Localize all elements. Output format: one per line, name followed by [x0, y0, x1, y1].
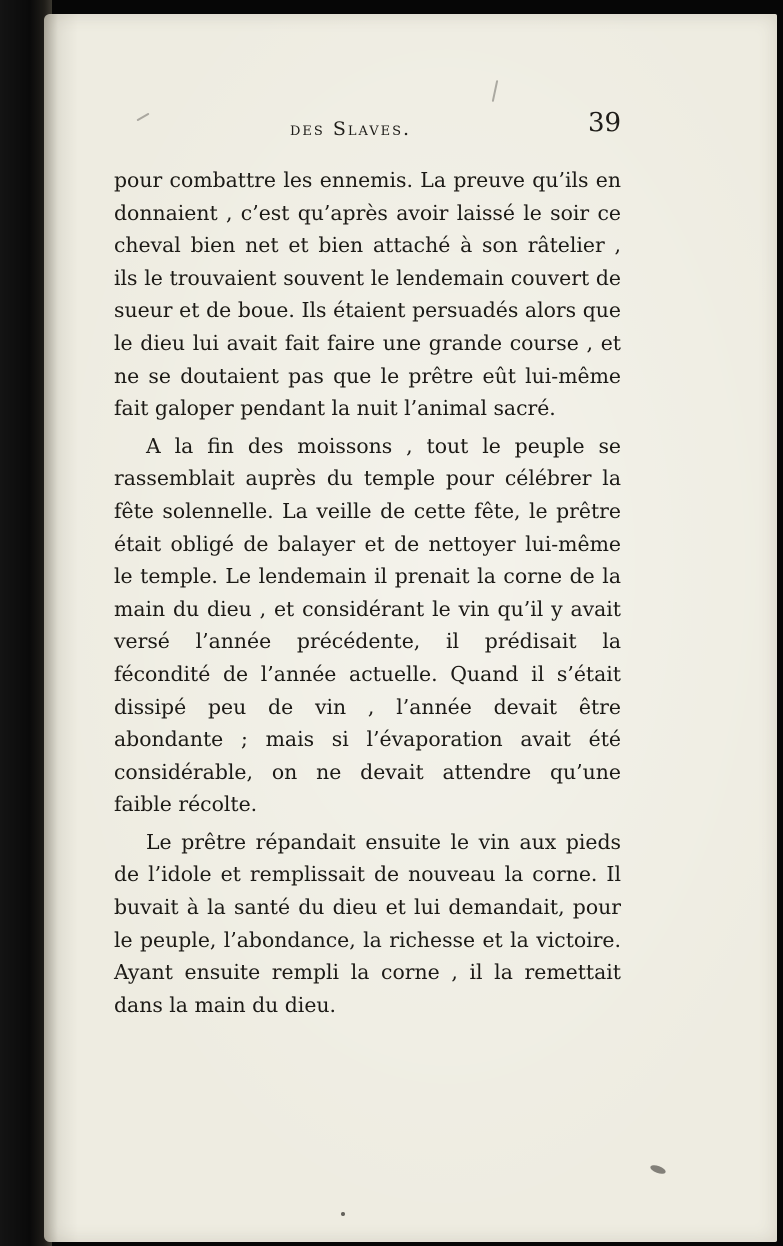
running-head: [44, 108, 777, 148]
paragraph-priest-ritual: Le prêtre répandait ensuite le vin aux pieds de l’idole et remplissait de nouveau la corne. Il buvait à la santé du dieu et lui demandait, pour le peuple, l’abondance, la richesse et la victoire. Ayant ensuite rempli la corne , il la remettait dans la main du dieu.: [114, 829, 621, 1017]
paragraph-continued: pour combattre les ennemis. La preuve qu’ils en donnaient , c’est qu’après avoir laissé le soir ce cheval bien net et bien attaché à son râtelier , ils le trouvaient souvent le lendemain couvert de sueur et de boue. Ils étaient persuadés alors que le dieu lui avait fait faire une grande course , et ne se doutaient pas que le prêtre eût lui-même fait galoper pendant la nuit l’animal sacré.: [114, 168, 621, 421]
paper-speck: [649, 1163, 666, 1175]
page-number: 39: [588, 108, 622, 138]
paper-speck: [341, 1212, 345, 1216]
page: [44, 14, 777, 1242]
paragraph-harvest-feast: A la fin des moissons , tout le peuple se rassemblait auprès du temple pour célébrer la fête solennelle. La veille de cette fête, le prêtre était obligé de balayer et de nettoyer lui-même le temple. Le lendemain il prenait la corne de la main du dieu , et considérant le vin qu’il y avait versé l’année précédente, il prédisait la fécondité de l’année actuelle. Quand il s’était dissipé peu de vin , l’année devait être abondante ; mais si l’évaporation avait été considérable, on ne devait attendre qu’une faible récolte.: [114, 433, 621, 817]
running-head-title: des Slaves.: [290, 118, 412, 140]
paper-speck: [492, 80, 499, 102]
body-text: [114, 164, 621, 1021]
